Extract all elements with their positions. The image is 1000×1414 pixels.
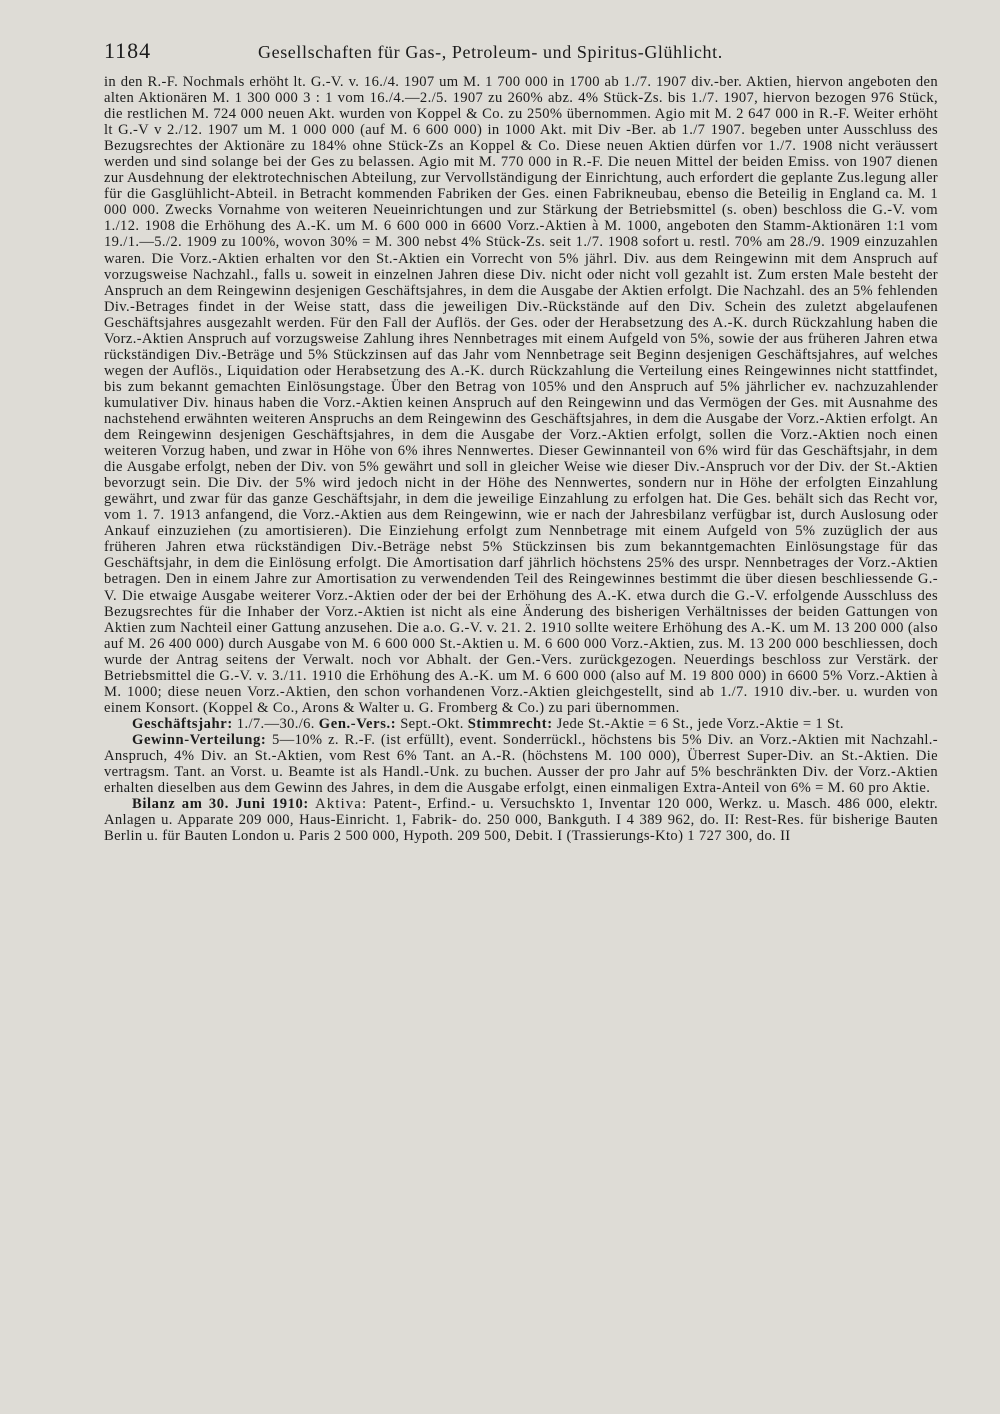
- geschaeftsjahr-text: 1./7.—30./6.: [232, 715, 319, 732]
- bilanz-text: Patent-, Erfind.- u. Versuchskto 1, Inventar 120 000, Werkz. u. Masch. 486 000, elektr. Anlagen u. Apparate 209 000, Haus-Einricht. 1, Fabrik- do. 250 000, Bankguth. I 4 389 962, do. II: Rest-Res. für bisherige Bauten Berlin u. für Bauten London u. Paris 2 500 000, Hypoth. 209 500, Debit. I (Trassierungs-Kto) 1 727 300, do. II: [104, 796, 939, 845]
- bilanz-label: Bilanz am 30. Juni 1910:: [132, 796, 309, 813]
- gewinn-verteilung-label: Gewinn-Verteilung:: [132, 731, 267, 748]
- capital-history-paragraph: in den R.-F. Nochmals erhöht lt. G.-V. v. 16./4. 1907 um M. 1 700 000 in 1700 ab 1./7. 1907 div.-ber. Aktien, hiervon angeboten den alten Aktionären M. 1 300 000 3 : 1 vom 16./4.—2./5. 1907 zu 260% abz. 4% Stück-Zs. bis 1./7. 1907, hiervon bezogen 976 Stück, die restlichen M. 724 000 neuen Akt. wurden von Koppel & Co. zu 250% übernommen. Agio mit M. 2 647 000 in R.-F. Weiter erhöht lt G.-V v 2./12. 1907 um M. 1 000 000 (auf M. 6 600 000) in 1000 Akt. mit Div -Ber. ab 1./7 1907. begeben unter Ausschluss des Bezugsrechtes der Aktionäre zu 184% ohne Stück-Zs an Koppel & Co. Diese neuen Aktien dürfen vor 1./7. 1908 nicht veräussert werden und sind solange bei der Ges zu belassen. Agio mit M. 770 000 in R.-F. Die neuen Mittel der beiden Emiss. von 1907 dienen zur Ausdehnung der elektrotechnischen Abteilung, zur Vervollständigung der Einrichtung, auch erfordert die geplante Zus.legung aller für die Gasglühlicht-Abteil. in Betracht kommenden Fabriken der Ges. einen Fabrikneubau, ebenso die Beteilig in England ca. M. 1 000 000. Zwecks Vornahme von weiteren Neueinrichtungen und zur Stärkung der Betriebsmittel (s. oben) beschloss die G.-V. vom 1./12. 1908 die Erhöhung des A.-K. um M. 6 600 000 in 6600 Vorz.-Aktien à M. 1000, angeboten den Stamm-Aktionären 1:1 vom 19./1.—5./2. 1909 zu 100%, wovon 30% = M. 300 nebst 4% Stück-Zs. seit 1./7. 1908 sofort u. restl. 70% am 28./9. 1909 einzuzahlen waren. Die Vorz.-Aktien erhalten vor den St.-Aktien ein Vorrecht von 5% jährl. Div. aus dem Reingewinn mit dem Anspruch auf vorzugsweise Nachzahl., falls u. soweit in einzelnen Jahren diese Div. nicht oder nicht voll gezahlt ist. Zum ersten Male besteht der Anspruch an dem Reingewinn desjenigen Geschäftsjahres, in dem die Ausgabe der Aktien erfolgt. Die Nachzahl. des an 5% fehlenden Div.-Betrages findet in der Weise statt, dass die jeweiligen Div.-Rückstände auf den Div. Schein des zuletzt abgelaufenen Geschäftsjahres ausgezahlt werden. Für den Fall der Auflös. der Ges. oder der Herabsetzung des A.-K. durch Rückzahlung haben die Vorz.-Aktien Anspruch auf vorzugsweise Zahlung ihres Nennbetrages mit einem Aufgeld von 5%, sowie der aus früheren Jahren etwa rückständigen Div.-Beträge und 5% Stückzinsen auf das Jahr vom Nennbetrage seit Beginn desjenigen Geschäftsjahres, auf welches wegen der Auflös., Liquidation oder Herabsetzung des A.-K. durch Rückzahlung die Verteilung eines Reingewinnes nicht stattfindet, bis zum bekannt gemachten Einlösungstage. Über den Betrag von 105% und den Anspruch auf 5% jährlicher ev. nachzuzahlender kumulativer Div. hinaus haben die Vorz.-Aktien keinen Anspruch auf den Reingewinn und das Vermögen der Ges. mit Ausnahme des nachstehend erwähnten weiteren Anspruchs an dem Reingewinn des Geschäftsjahres, in dem die Ausgabe der Vorz.-Aktien erfolgt. An dem Reingewinn desjenigen Geschäftsjahres, in dem die Ausgabe der Vorz.-Aktien erfolgt, sollen die Vorz.-Aktien noch einen weiteren Vorzug haben, und zwar in Höhe von 6% ihres Nennwertes. Dieser Gewinnanteil von 6% wird für das Geschäftsjahr, in dem die Ausgabe erfolgt, neben der Div. von 5% gewährt und soll in gleicher Weise wie dieser Div.-Anspruch vor der Div. der St.-Aktien bevorzugt sein. Die Div. der 5% wird jedoch nicht in der Höhe des Nennwertes, sondern nur in Höhe der erfolgten Einzahlung gewährt, und zwar für das ganze Geschäftsjahr, in dem die jeweilige Einzahlung zu erfolgen hat. Die Ges. behält sich das Recht vor, vom 1. 7. 1913 anfangend, die Vorz.-Aktien aus dem Reingewinn, wie er nach der Jahresbilanz verfügbar ist, durch Auslosung oder Ankauf einzuziehen (zu amortisieren). Die Einziehung erfolgt zum Nennbetrage mit einem Aufgeld von 5% zuzüglich der aus früheren Jahren etwa rückständigen Div.-Beträge nebst 5% Stückzinsen bis zum bekanntgemachten Einlösungstage für das Geschäftsjahr, in dem die Einlösung erfolgt. Die Amortisation darf jährlich höchstens 25% des urspr. Nennbetrages der Vorz.-Aktien betragen. Den in einem Jahre zur Amortisation zu verwendenden Teil des Reingewinnes bestimmt die über diesen beschliessende G.-V. Die etwaige Ausgabe weiterer Vorz.-Aktien oder der bei der Erhöhung des A.-K. etwa durch die G.-V. erfolgende Ausschluss des Bezugsrechtes für die Inhaber der Vorz.-Aktien ist nicht als eine Änderung des bisherigen Verhältnisses der beiden Gattungen von Aktien zum Nachteil einer Gattung anzusehen. Die a.o. G.-V. v. 21. 2. 1910 sollte weitere Erhöhung des A.-K. um M. 13 200 000 (also auf M. 26 400 000) durch Ausgabe von M. 6 600 000 St.-Aktien u. M. 6 600 000 Vorz.-Aktien, zus. M. 13 200 000 beschliessen, doch wurde der Antrag seitens der Verwalt. noch vor Abhalt. der Gen.-Vers. zurückgezogen. Neuerdings beschloss zur Verstärk. der Betriebsmittel die G.-V. v. 3./11. 1910 die Erhöhung des A.-K. um M. 6 600 000 (also auf M. 19 800 000) in 6600 5% Vorz.-Aktien à M. 1000; diese neuen Vorz.-Aktien, den schon vorhandenen Vorz.-Aktien gleichgestellt, sind ab 1./7. 1910 div.-ber. u. wurden von einem Konsort. (Koppel & Co., Arons & Walter u. G. Fromberg & Co.) zu pari übernommen.: [104, 74, 938, 716]
- stimmrecht-label: Stimmrecht:: [467, 715, 553, 732]
- gen-vers-label: Gen.-Vers.:: [318, 715, 397, 732]
- running-title: Gesellschaften für Gas-, Petroleum- und Spiritus-Glühlicht.: [258, 42, 723, 62]
- document-body: [104, 74, 938, 844]
- gen-vers-text: Sept.-Okt.: [396, 715, 468, 732]
- page-header: [104, 38, 938, 68]
- geschaeftsjahr-paragraph: [104, 716, 938, 732]
- page-number: 1184: [104, 38, 152, 63]
- geschaeftsjahr-label: Geschäftsjahr:: [132, 715, 233, 732]
- stimmrecht-text: Jede St.-Aktie = 6 St., jede Vorz.-Aktie = 1 St.: [552, 715, 844, 732]
- aktiva-label: Aktiva:: [315, 796, 368, 813]
- bilanz-paragraph: [104, 796, 938, 844]
- gewinn-verteilung-text: 5—10% z. R.-F. (ist erfüllt), event. Sonderrückl., höchstens bis 5% Div. an Vorz.-Aktien mit Nachzahl.-Anspruch, 4% Div. an St.-Aktien, vom Rest 6% Tant. an A.-R. (höchstens M. 100 000), Überrest Super-Div. an St.-Aktien. Die vertragsm. Tant. an Vorst. u. Beamte ist als Handl.-Unk. zu buchen. Ausser der pro Jahr auf 5% beschränkten Div. der Vorz.-Aktien erhalten dieselben aus dem Gewinn des Jahres, in dem die Ausgabe erfolgt, einen einmaligen Extra-Anteil von 6% = M. 60 pro Aktie.: [104, 731, 938, 797]
- gewinn-verteilung-paragraph: [104, 732, 938, 796]
